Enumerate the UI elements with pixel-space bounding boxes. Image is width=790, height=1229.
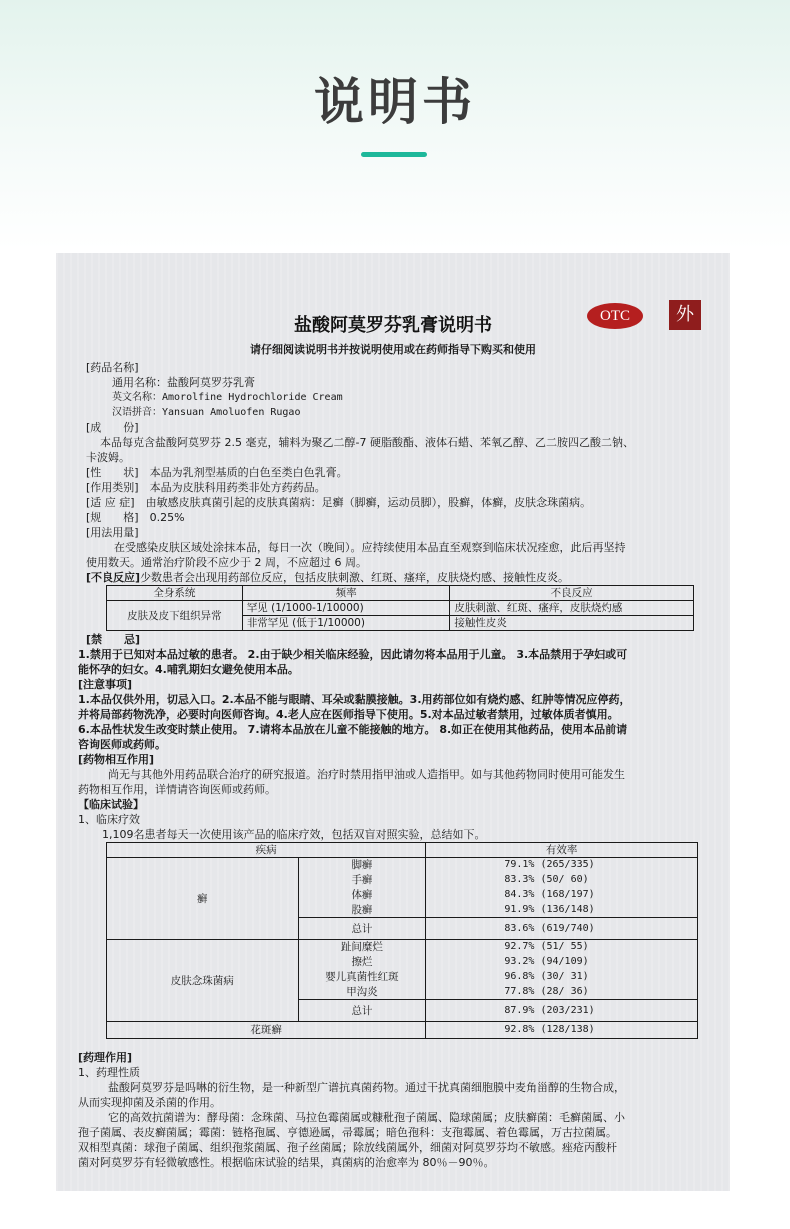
table-cell: 甲沟炎: [298, 985, 426, 1000]
table-cell: 股癣: [298, 903, 426, 918]
clinical-intro: 1,109名患者每天一次使用该产品的临床疗效，包括双盲对照实验，总结如下。: [102, 828, 486, 841]
precautions-line: 咨询医师或药师。: [78, 738, 166, 751]
usage-line: 在受感染皮肤区域处涂抹本品，每日一次（晚间）。应持续使用本品直至观察到临床状况痊愈，此后再坚持: [114, 541, 626, 554]
clinical-sub: 1、临床疗效: [78, 813, 140, 826]
pharmacology-line: 从而实现抑菌及杀菌的作用。: [78, 1096, 221, 1109]
table-cell: 79.1% (265/335): [426, 858, 698, 873]
table-row: [107, 1022, 698, 1039]
table-header: 全身系统: [107, 586, 243, 601]
interactions-header: [药物相互作用]: [78, 753, 155, 766]
table-cell: 手癣: [298, 873, 426, 888]
precautions-line: 6.本品性状发生改变时禁止使用。 7.请将本品放在儿童不能接触的地方。 8.如正在使用其他药品，使用本品前请: [78, 723, 628, 736]
adverse-label: [不良反应]: [86, 571, 141, 584]
otc-badge: OTC: [587, 303, 643, 329]
table-cell: 91.9% (136/148): [426, 903, 698, 918]
category: [作用类别] 本品为皮肤科用药类非处方药药品。: [86, 481, 326, 494]
table-row: [107, 601, 694, 616]
table-cell: 罕见 (1/1000-1/10000): [242, 601, 450, 616]
adverse-reactions: [86, 570, 716, 585]
pharmacology-line: 菌对阿莫罗芬有轻微敏感性。根据临床试验的结果，真菌病的治愈率为 80％－90％。: [78, 1156, 495, 1169]
leaflet-photo: [56, 253, 730, 1191]
table-cell: 92.7% (51/ 55): [426, 940, 698, 955]
table-row: [107, 940, 698, 955]
table-cell: 87.9% (203/231): [426, 1000, 698, 1022]
table-cell: 婴儿真菌性红斑: [298, 970, 426, 985]
table-cell: 癣: [107, 858, 299, 940]
precautions-header: [注意事项]: [78, 678, 133, 691]
table-cell: 77.8% (28/ 36): [426, 985, 698, 1000]
pinyin-name: 汉语拼音：Yansuan Amoluofen Rugao: [112, 407, 301, 418]
clinical-header: 【临床试验】: [78, 798, 144, 811]
table-cell: 83.6% (619/740): [426, 918, 698, 940]
pharmacology-sub: 1、药理性质: [78, 1066, 140, 1079]
contra-line: 能怀孕的妇女。4.哺乳期妇女避免使用本品。: [78, 663, 299, 676]
properties: [性 状] 本品为乳剂型基质的白色至类白色乳膏。: [86, 466, 348, 479]
table-header: 有效率: [426, 843, 698, 858]
table-cell: 趾间糜烂: [298, 940, 426, 955]
contra-header: [禁 忌]: [86, 633, 141, 646]
pharmacology-line: 双相型真菌：球孢子菌属、组织孢浆菌属、孢子丝菌属；除放线菌属外，细菌对阿莫罗芬均不敏感。痤疮丙酸杆: [78, 1141, 617, 1154]
table-cell: 皮肤及皮下组织异常: [107, 601, 243, 631]
table-cell: 花斑癣: [107, 1022, 426, 1039]
table-cell: 83.3% (50/ 60): [426, 873, 698, 888]
ingredients-header: [成 份]: [86, 421, 139, 434]
table-cell: 皮肤念珠菌病: [107, 940, 299, 1022]
table-cell: 擦烂: [298, 955, 426, 970]
adverse-text: 少数患者会出现用药部位反应，包括皮肤刺激、红斑、瘙痒，皮肤烧灼感、接触性皮炎。: [140, 571, 570, 584]
table-header: 不良反应: [450, 586, 694, 601]
table-cell: 接触性皮炎: [450, 616, 694, 631]
table-cell: 93.2% (94/109): [426, 955, 698, 970]
page-title: 说明书: [314, 73, 476, 131]
interactions-line: 药物相互作用，详情请咨询医师或药师。: [78, 783, 276, 796]
table-header: 疾病: [107, 843, 426, 858]
table-cell: 96.8% (30/ 31): [426, 970, 698, 985]
pharmacology-line: 它的高效抗菌谱为：酵母菌：念珠菌、马拉色霉菌属或糠秕孢子菌属、隐球菌属；皮肤癣菌：毛癣菌属、小: [108, 1111, 625, 1124]
specification: [规 格] 0.25%: [86, 511, 185, 524]
table-cell: 体癣: [298, 888, 426, 903]
clinical-table: [106, 842, 698, 1039]
usage-line: 使用数天。通常治疗阶段不应少于 2 周，不应超过 6 周。: [86, 556, 367, 569]
precautions-line: 并将局部药物洗净，必要时向医师咨询。4.老人应在医师指导下使用。5.对本品过敏者禁用，过敏体质者慎用。: [78, 708, 619, 721]
table-cell: 脚癣: [298, 858, 426, 873]
table-cell: 总计: [298, 1000, 426, 1022]
pharmacology-header: [药理作用]: [78, 1051, 133, 1064]
table-row: [107, 858, 698, 873]
english-name: 英文名称：Amorolfine Hydrochloride Cream: [112, 392, 343, 403]
table-cell: 92.8% (128/138): [426, 1022, 698, 1039]
ingredients-line: 本品每克含盐酸阿莫罗芬 2.5 毫克，辅料为聚乙二醇-7 硬脂酸酯、液体石蜡、苯氧乙醇、乙二胺四乙酸二钠、: [100, 436, 634, 449]
table-cell: 总计: [298, 918, 426, 940]
title-accent-bar: [361, 152, 427, 157]
interactions-line: 尚无与其他外用药品联合治疗的研究报道。治疗时禁用指甲油或人造指甲。如与其他药物同时使用可能发生: [108, 768, 625, 781]
ingredients-line: 卡波姆。: [86, 451, 130, 464]
external-use-badge: 外: [669, 300, 701, 330]
table-cell: 皮肤刺激、红斑、瘙痒，皮肤烧灼感: [450, 601, 694, 616]
pharmacology-line: 孢子菌属、表皮癣菌属；霉菌：链格孢属、亨德逊属，帚霉属；暗色孢科：支孢霉属、着色霉属，万古拉菌属。: [78, 1126, 617, 1139]
hero-banner: [0, 0, 790, 250]
leaflet-title: 盐酸阿莫罗芬乳膏说明书: [294, 315, 492, 336]
adverse-table: [106, 585, 694, 631]
contra-line: 1.禁用于已知对本品过敏的患者。 2.由于缺少相关临床经验，因此请勿将本品用于儿童。 3.本品禁用于孕妇或可: [78, 648, 628, 661]
table-cell: 84.3% (168/197): [426, 888, 698, 903]
pharmacology-line: 盐酸阿莫罗芬是吗啉的衍生物，是一种新型广谱抗真菌药物。通过干扰真菌细胞膜中麦角甾醇的生物合成，: [108, 1081, 625, 1094]
table-cell: 非常罕见 (低于1/10000): [242, 616, 450, 631]
table-header: 频率: [242, 586, 450, 601]
indications: [适 应 症] 由敏感皮肤真菌引起的皮肤真菌病：足癣（脚癣，运动员脚），股癣，体癣，皮肤念珠菌病。: [86, 496, 592, 509]
usage-header: [用法用量]: [86, 526, 139, 539]
drug-name-header: [药品名称]: [86, 361, 139, 374]
precautions-line: 1.本品仅供外用，切忌入口。2.本品不能与眼睛、耳朵或黏膜接触。3.用药部位如有烧灼感、红肿等情况应停药，: [78, 693, 631, 706]
usage-warning: 请仔细阅读说明书并按说明使用或在药师指导下购买和使用: [250, 343, 536, 356]
generic-name: 通用名称：盐酸阿莫罗芬乳膏: [112, 376, 255, 389]
